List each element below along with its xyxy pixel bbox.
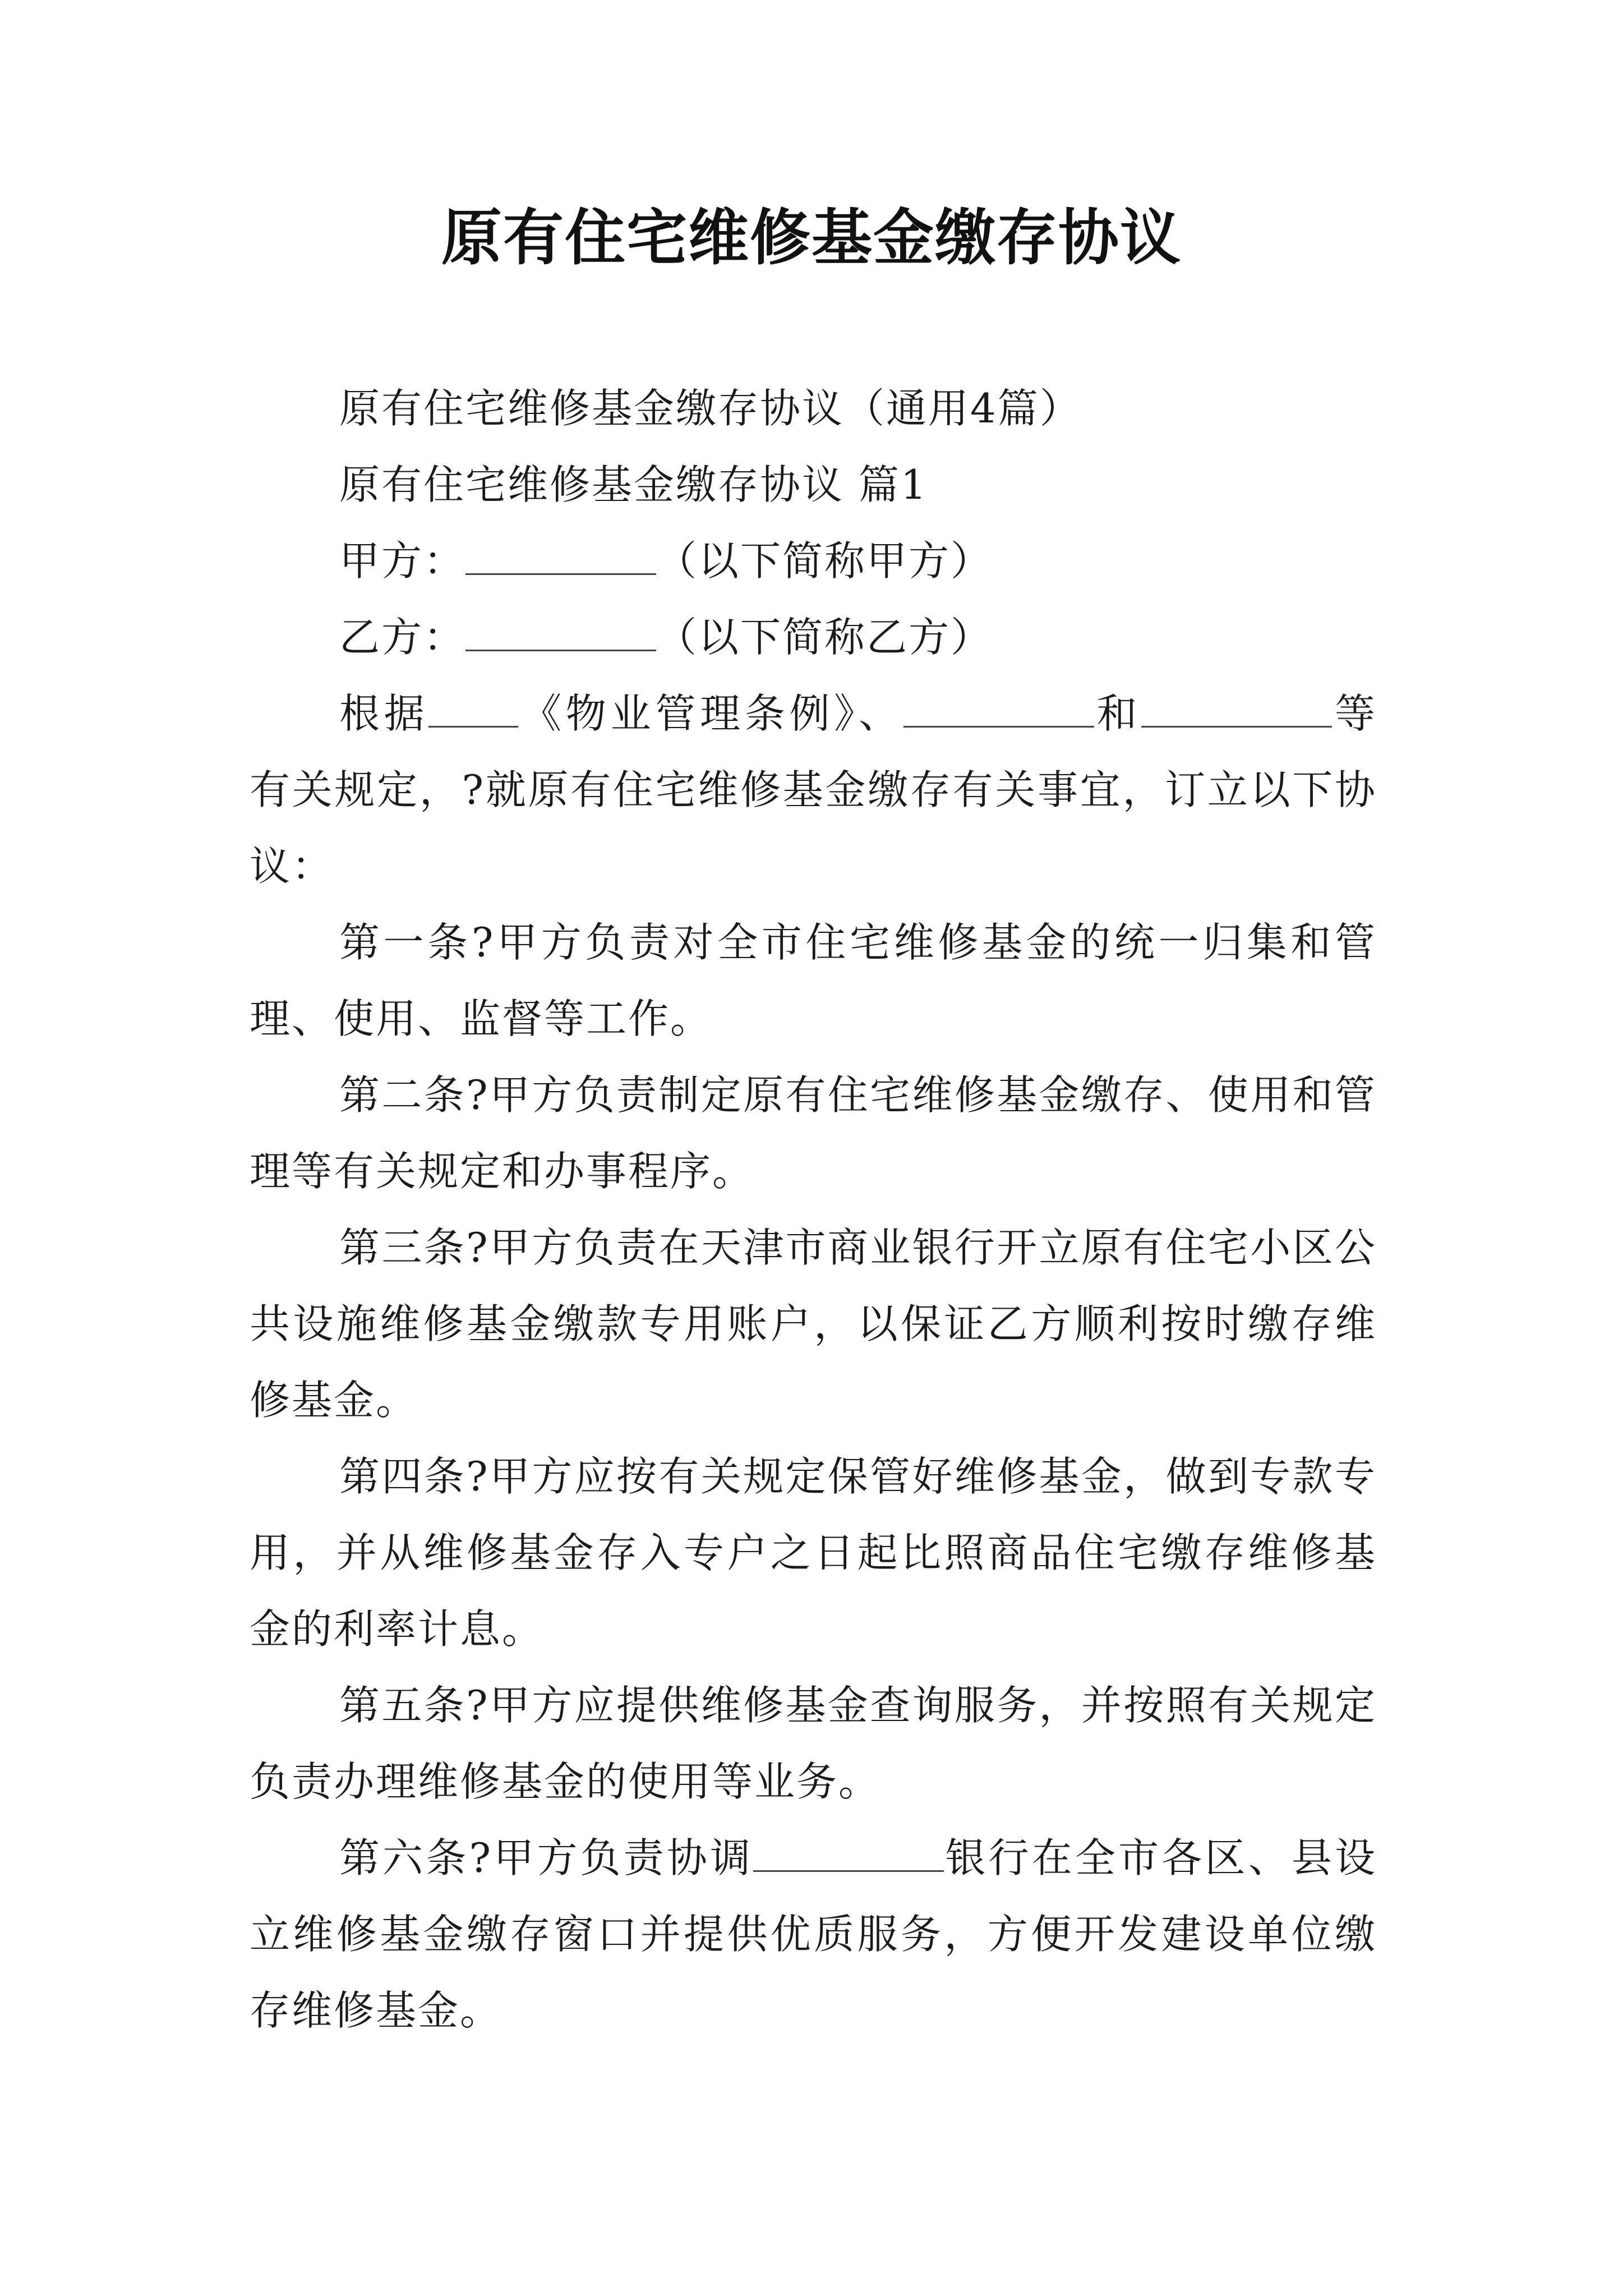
document-title: 原有住宅维修基金缴存协议 xyxy=(441,203,1182,273)
article-1: 第一条?甲方负责对全市住宅维修基金的统一归集和管理、使用、监督等工作。 xyxy=(250,919,1377,1042)
article-6-text-1: 第六条?甲方负责协调 xyxy=(339,1834,754,1881)
article-6-blank[interactable] xyxy=(753,1825,944,1872)
article-6 xyxy=(250,1820,1377,2049)
party-b-line xyxy=(250,599,1377,675)
basis-text-2: 《物业管理条例》、 xyxy=(518,690,903,737)
basis-text-4: 等有关规定，?就原有住宅维修基金缴存有关事宜，订立以下协议： xyxy=(250,690,1377,890)
party-b-blank[interactable] xyxy=(465,605,656,651)
section-heading: 原有住宅维修基金缴存协议 篇1 xyxy=(339,461,928,508)
document-body xyxy=(250,370,1377,2049)
party-a-blank[interactable] xyxy=(465,528,656,575)
party-a-line xyxy=(250,523,1377,599)
basis-text-3: 和 xyxy=(1094,690,1142,737)
basis-blank-3[interactable] xyxy=(1141,681,1332,728)
basis-blank-1[interactable] xyxy=(428,681,518,728)
article-6-text-2: 银行在全市各区、县设立维修基金缴存窗口并提供优质服务，方便开发建设单位缴存维修基金。 xyxy=(250,1834,1377,2034)
party-b-label: 乙方： xyxy=(339,614,466,661)
party-b-note: （以下简称乙方） xyxy=(656,614,993,661)
article-5: 第五条?甲方应提供维修基金查询服务，并按照有关规定负责办理维修基金的使用等业务。 xyxy=(250,1682,1377,1805)
article-2: 第二条?甲方负责制定原有住宅维修基金缴存、使用和管理等有关规定和办事程序。 xyxy=(250,1071,1377,1195)
article-4: 第四条?甲方应按有关规定保管好维修基金，做到专款专用，并从维修基金存入专户之日起比照商品住宅缴存维修基金的利率计息。 xyxy=(250,1453,1377,1653)
subtitle: 原有住宅维修基金缴存协议（通用4篇） xyxy=(339,385,1082,432)
article-3: 第三条?甲方负责在天津市商业银行开立原有住宅小区公共设施维修基金缴款专用账户，以保证乙方顺利按时缴存维修基金。 xyxy=(250,1224,1377,1424)
basis-blank-2[interactable] xyxy=(903,681,1094,728)
basis-text-1: 根据 xyxy=(339,690,429,737)
basis-paragraph xyxy=(250,675,1377,904)
party-a-note: （以下简称甲方） xyxy=(656,537,993,585)
party-a-label: 甲方： xyxy=(339,537,466,585)
